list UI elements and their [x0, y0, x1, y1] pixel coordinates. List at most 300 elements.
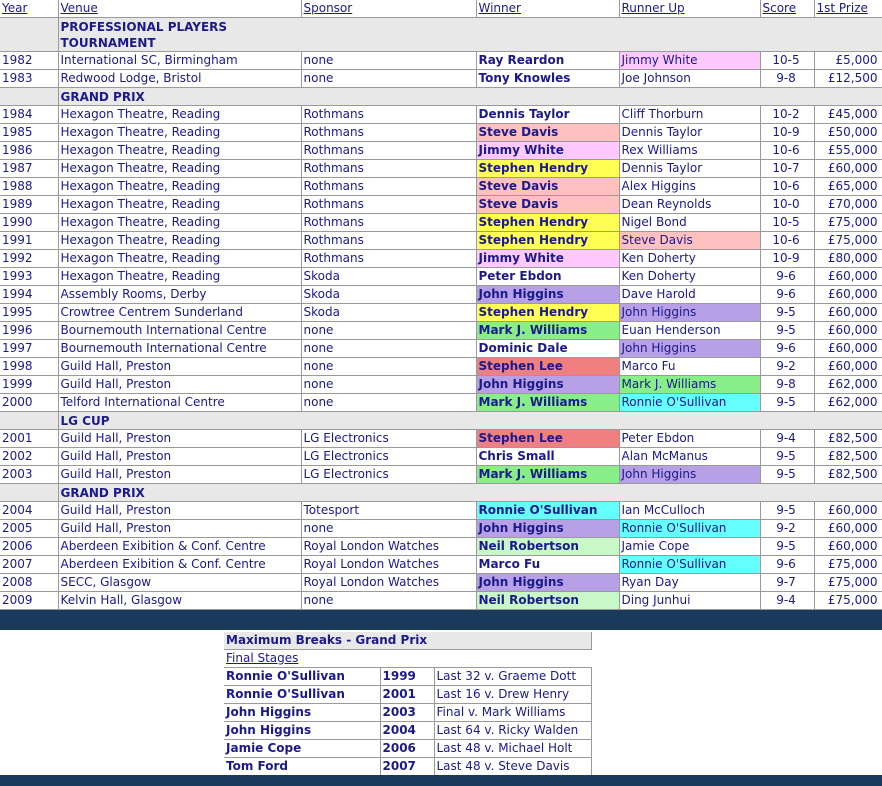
winner-cell[interactable]	[476, 142, 619, 160]
sponsor-cell: Rothmans	[301, 142, 476, 160]
breaks-subtitle-row	[224, 650, 591, 668]
runner-up-cell[interactable]	[619, 160, 760, 178]
break-year: 2001	[380, 686, 434, 704]
year-cell: 2009	[0, 592, 58, 610]
table-row	[0, 70, 882, 88]
runner-up-cell[interactable]	[619, 304, 760, 322]
footer-band-bottom	[0, 775, 882, 786]
winner-name[interactable]: Jimmy White	[477, 250, 619, 267]
prize-cell: £60,000	[814, 286, 882, 304]
prize-cell: £65,000	[814, 178, 882, 196]
winner-name[interactable]: Ray Reardon	[478, 53, 565, 67]
sponsor-cell: none	[301, 70, 476, 88]
break-year: 2007	[380, 758, 434, 776]
winner-cell[interactable]	[476, 340, 619, 358]
table-row	[0, 502, 882, 520]
year-cell: 2001	[0, 430, 58, 448]
winner-name[interactable]: Stephen Hendry	[477, 214, 619, 231]
break-player[interactable]: Jamie Cope	[224, 740, 380, 758]
table-row	[0, 106, 882, 124]
prize-cell: £60,000	[814, 160, 882, 178]
prize-cell: £60,000	[814, 322, 882, 340]
score-cell: 9-6	[760, 340, 814, 358]
year-cell: 1982	[0, 52, 58, 70]
runner-up-cell[interactable]	[619, 232, 760, 250]
runner-up-cell[interactable]	[619, 286, 760, 304]
runner-up-cell[interactable]	[619, 70, 760, 88]
winner-name[interactable]: John Higgins	[477, 286, 619, 303]
runner-up-name[interactable]: Jamie Cope	[621, 539, 690, 553]
year-cell: 1994	[0, 286, 58, 304]
section-title: GRAND PRIX	[58, 484, 882, 502]
winner-cell[interactable]	[476, 232, 619, 250]
score-cell: 10-9	[760, 124, 814, 142]
break-row	[224, 668, 591, 686]
section-year-blank	[0, 484, 58, 502]
prize-cell: £60,000	[814, 538, 882, 556]
score-cell: 9-2	[760, 358, 814, 376]
winner-cell[interactable]	[476, 178, 619, 196]
runner-up-cell[interactable]	[619, 574, 760, 592]
year-cell: 1995	[0, 304, 58, 322]
winner-cell[interactable]	[476, 358, 619, 376]
prize-cell: £80,000	[814, 250, 882, 268]
table-row	[0, 394, 882, 412]
venue-cell: Assembly Rooms, Derby	[58, 286, 301, 304]
runner-up-cell[interactable]	[619, 502, 760, 520]
break-detail: Last 16 v. Drew Henry	[434, 686, 591, 704]
score-header[interactable]: Score	[760, 0, 814, 18]
runner-up-name[interactable]: Ronnie O'Sullivan	[620, 520, 760, 537]
runner-up-cell[interactable]	[619, 268, 760, 286]
year-cell: 1984	[0, 106, 58, 124]
runner-up-name[interactable]: Steve Davis	[620, 232, 760, 249]
runner-up-cell[interactable]	[619, 394, 760, 412]
score-cell: 10-7	[760, 160, 814, 178]
section-title: LG CUP	[58, 412, 882, 430]
year-cell: 2003	[0, 466, 58, 484]
winner-cell[interactable]	[476, 52, 619, 70]
runner-up-cell[interactable]	[619, 358, 760, 376]
breaks-body	[224, 632, 591, 776]
winner-cell[interactable]	[476, 70, 619, 88]
runner-up-cell[interactable]	[619, 592, 760, 610]
score-cell: 9-4	[760, 430, 814, 448]
runner-up-name[interactable]: John Higgins	[620, 466, 760, 483]
venue-header[interactable]: Venue	[58, 0, 301, 18]
winner-cell[interactable]	[476, 538, 619, 556]
score-cell: 10-6	[760, 178, 814, 196]
score-cell: 9-6	[760, 268, 814, 286]
table-row	[0, 538, 882, 556]
sponsor-cell: none	[301, 52, 476, 70]
table-row	[0, 124, 882, 142]
year-cell: 2008	[0, 574, 58, 592]
year-cell: 2006	[0, 538, 58, 556]
venue-cell: International SC, Birmingham	[58, 52, 301, 70]
runner-up-cell[interactable]	[619, 448, 760, 466]
section-title: GRAND PRIX	[58, 88, 882, 106]
runner-up-name[interactable]: Rex Williams	[621, 143, 698, 157]
score-cell: 9-5	[760, 448, 814, 466]
runner-up-cell[interactable]	[619, 430, 760, 448]
year-cell: 2000	[0, 394, 58, 412]
break-row	[224, 722, 591, 740]
prize-cell: £75,000	[814, 214, 882, 232]
breaks-title-row	[224, 632, 591, 650]
venue-cell: Hexagon Theatre, Reading	[58, 106, 301, 124]
winner-cell[interactable]	[476, 376, 619, 394]
sponsor-cell: Rothmans	[301, 178, 476, 196]
section-year-blank	[0, 88, 58, 106]
sponsor-cell: Royal London Watches	[301, 574, 476, 592]
winner-cell[interactable]	[476, 160, 619, 178]
runner-up-cell[interactable]	[619, 322, 760, 340]
table-row	[0, 592, 882, 610]
winner-name[interactable]: John Higgins	[477, 520, 619, 537]
runner-up-cell[interactable]	[619, 376, 760, 394]
break-player[interactable]: John Higgins	[224, 704, 380, 722]
winner-cell[interactable]	[476, 268, 619, 286]
winner-name[interactable]: Tony Knowles	[478, 71, 571, 85]
table-row	[0, 268, 882, 286]
break-row	[224, 740, 591, 758]
venue-cell: Guild Hall, Preston	[58, 448, 301, 466]
score-cell: 9-6	[760, 556, 814, 574]
runner-up-cell[interactable]	[619, 556, 760, 574]
break-player[interactable]: John Higgins	[224, 722, 380, 740]
sponsor-cell: Rothmans	[301, 124, 476, 142]
runner-up-name[interactable]: Nigel Bond	[621, 215, 687, 229]
winner-name[interactable]: Stephen Hendry	[477, 160, 619, 177]
table-row	[0, 160, 882, 178]
winner-cell[interactable]	[476, 466, 619, 484]
runner-up-name[interactable]: Alex Higgins	[621, 179, 696, 193]
runner-up-name[interactable]: Ken Doherty	[621, 251, 696, 265]
winner-cell[interactable]	[476, 556, 619, 574]
year-cell: 1986	[0, 142, 58, 160]
score-cell: 9-8	[760, 70, 814, 88]
prize-cell: £82,500	[814, 430, 882, 448]
venue-cell: Aberdeen Exibition & Conf. Centre	[58, 538, 301, 556]
sponsor-cell: Rothmans	[301, 160, 476, 178]
venue-cell: SECC, Glasgow	[58, 574, 301, 592]
sponsor-cell: Royal London Watches	[301, 556, 476, 574]
winner-header[interactable]: Winner	[476, 0, 619, 18]
venue-cell: Guild Hall, Preston	[58, 430, 301, 448]
year-cell: 1989	[0, 196, 58, 214]
runner-up-name[interactable]: Ronnie O'Sullivan	[620, 556, 760, 573]
winner-cell[interactable]	[476, 574, 619, 592]
sponsor-cell: Royal London Watches	[301, 538, 476, 556]
winner-cell[interactable]	[476, 592, 619, 610]
runner-up-cell[interactable]	[619, 106, 760, 124]
table-row	[0, 52, 882, 70]
break-row	[224, 686, 591, 704]
sponsor-cell: Rothmans	[301, 250, 476, 268]
score-cell: 9-8	[760, 376, 814, 394]
section-row	[0, 484, 882, 502]
breaks-subtitle[interactable]: Final Stages	[224, 650, 591, 668]
sponsor-cell: LG Electronics	[301, 466, 476, 484]
break-player[interactable]: Ronnie O'Sullivan	[224, 668, 380, 686]
winner-cell[interactable]	[476, 214, 619, 232]
year-header[interactable]: Year	[0, 0, 58, 18]
runner-up-name[interactable]: Euan Henderson	[621, 323, 721, 337]
table-row	[0, 556, 882, 574]
sponsor-cell: Rothmans	[301, 196, 476, 214]
prize-header[interactable]: 1st Prize	[814, 0, 882, 18]
winner-cell[interactable]	[476, 322, 619, 340]
table-row	[0, 376, 882, 394]
sponsor-cell: Rothmans	[301, 106, 476, 124]
winner-cell[interactable]	[476, 106, 619, 124]
winner-cell[interactable]	[476, 286, 619, 304]
sponsor-cell: none	[301, 520, 476, 538]
winner-name[interactable]: Stephen Hendry	[477, 304, 619, 321]
venue-cell: Guild Hall, Preston	[58, 466, 301, 484]
sponsor-cell: none	[301, 340, 476, 358]
venue-cell: Hexagon Theatre, Reading	[58, 160, 301, 178]
year-cell: 1983	[0, 70, 58, 88]
table-row	[0, 574, 882, 592]
year-cell: 2005	[0, 520, 58, 538]
year-cell: 1999	[0, 376, 58, 394]
prize-cell: £55,000	[814, 142, 882, 160]
runner-up-cell[interactable]	[619, 178, 760, 196]
score-cell: 9-5	[760, 322, 814, 340]
winner-name[interactable]: Marco Fu	[478, 557, 541, 571]
year-cell: 1991	[0, 232, 58, 250]
winner-cell[interactable]	[476, 304, 619, 322]
sponsor-cell: Skoda	[301, 286, 476, 304]
section-row	[0, 412, 882, 430]
runner-up-name[interactable]: Joe Johnson	[621, 71, 691, 85]
runner-up-name[interactable]: Ian McCulloch	[621, 503, 705, 517]
table-row	[0, 466, 882, 484]
runner-up-name[interactable]: Ronnie O'Sullivan	[620, 394, 760, 411]
winner-name[interactable]: Ronnie O'Sullivan	[477, 502, 619, 519]
section-year-blank	[0, 412, 58, 430]
score-cell: 10-5	[760, 52, 814, 70]
venue-cell: Hexagon Theatre, Reading	[58, 250, 301, 268]
winner-name[interactable]: Peter Ebdon	[478, 269, 562, 283]
winner-name[interactable]: Dominic Dale	[478, 341, 568, 355]
section-year-blank	[0, 18, 58, 52]
winner-name[interactable]: Steve Davis	[477, 178, 619, 195]
table-row	[0, 340, 882, 358]
table-row	[0, 232, 882, 250]
table-row	[0, 430, 882, 448]
winner-cell[interactable]	[476, 394, 619, 412]
venue-cell: Hexagon Theatre, Reading	[58, 232, 301, 250]
table-row	[0, 448, 882, 466]
prize-cell: £75,000	[814, 232, 882, 250]
runner-up-cell[interactable]	[619, 52, 760, 70]
runner-up-name[interactable]: Dave Harold	[621, 287, 696, 301]
sponsor-cell: Skoda	[301, 304, 476, 322]
sponsor-cell: Rothmans	[301, 232, 476, 250]
score-cell: 10-0	[760, 196, 814, 214]
year-cell: 1998	[0, 358, 58, 376]
prize-cell: £60,000	[814, 520, 882, 538]
section-row	[0, 18, 882, 52]
break-row	[224, 758, 591, 776]
year-cell: 1992	[0, 250, 58, 268]
runner-up-cell[interactable]	[619, 142, 760, 160]
break-row	[224, 704, 591, 722]
sponsor-cell: none	[301, 322, 476, 340]
venue-cell: Telford International Centre	[58, 394, 301, 412]
break-year: 2004	[380, 722, 434, 740]
runner-up-name[interactable]: Marco Fu	[621, 359, 676, 373]
table-row	[0, 358, 882, 376]
runner-up-cell[interactable]	[619, 214, 760, 232]
score-cell: 9-6	[760, 286, 814, 304]
winner-cell[interactable]	[476, 520, 619, 538]
table-row	[0, 250, 882, 268]
table-row	[0, 196, 882, 214]
venue-cell: Guild Hall, Preston	[58, 520, 301, 538]
section-title: PROFESSIONAL PLAYERS TOURNAMENT	[58, 18, 882, 52]
winner-name[interactable]: Chris Small	[478, 449, 555, 463]
score-cell: 10-6	[760, 232, 814, 250]
runner-up-name[interactable]: Ryan Day	[621, 575, 679, 589]
runner-up-name[interactable]: Dennis Taylor	[621, 125, 703, 139]
winner-name[interactable]: Stephen Hendry	[477, 232, 619, 249]
score-cell: 9-7	[760, 574, 814, 592]
break-player[interactable]: Ronnie O'Sullivan	[224, 686, 380, 704]
winner-cell[interactable]	[476, 124, 619, 142]
runner-up-name[interactable]: John Higgins	[620, 304, 760, 321]
winner-name[interactable]: Dennis Taylor	[478, 107, 570, 121]
venue-cell: Hexagon Theatre, Reading	[58, 268, 301, 286]
year-cell: 2004	[0, 502, 58, 520]
winner-name[interactable]: Neil Robertson	[477, 538, 619, 555]
score-cell: 9-5	[760, 502, 814, 520]
header-row	[0, 0, 882, 18]
break-year: 2003	[380, 704, 434, 722]
venue-cell: Guild Hall, Preston	[58, 376, 301, 394]
prize-cell: £60,000	[814, 268, 882, 286]
year-cell: 1985	[0, 124, 58, 142]
runner-up-name[interactable]: Cliff Thorburn	[621, 107, 704, 121]
winner-name[interactable]: Mark J. Williams	[477, 466, 619, 483]
runner-up-name[interactable]: Dennis Taylor	[621, 161, 703, 175]
break-player[interactable]: Tom Ford	[224, 758, 380, 776]
winner-cell[interactable]	[476, 430, 619, 448]
runner-up-header[interactable]: Runner Up	[619, 0, 760, 18]
break-year: 2006	[380, 740, 434, 758]
runner-up-name[interactable]: Ding Junhui	[621, 593, 691, 607]
venue-cell: Guild Hall, Preston	[58, 358, 301, 376]
winner-name[interactable]: Steve Davis	[477, 124, 619, 141]
prize-cell: £60,000	[814, 304, 882, 322]
prize-cell: £62,000	[814, 394, 882, 412]
winner-name[interactable]: Steve Davis	[477, 196, 619, 213]
venue-cell: Guild Hall, Preston	[58, 502, 301, 520]
winner-name[interactable]: Neil Robertson	[477, 592, 619, 609]
maximum-breaks-table	[224, 632, 592, 776]
runner-up-name[interactable]: John Higgins	[620, 340, 760, 357]
score-cell: 10-6	[760, 142, 814, 160]
runner-up-cell[interactable]	[619, 538, 760, 556]
prize-cell: £5,000	[814, 52, 882, 70]
runner-up-name[interactable]: Jimmy White	[620, 52, 760, 69]
year-cell: 2002	[0, 448, 58, 466]
section-row	[0, 88, 882, 106]
sponsor-cell: none	[301, 592, 476, 610]
break-detail: Final v. Mark Williams	[434, 704, 591, 722]
sponsor-cell: none	[301, 394, 476, 412]
runner-up-cell[interactable]	[619, 340, 760, 358]
venue-cell: Hexagon Theatre, Reading	[58, 142, 301, 160]
runner-up-name[interactable]: Mark J. Williams	[620, 376, 760, 393]
runner-up-name[interactable]: Ken Doherty	[621, 269, 696, 283]
winner-cell[interactable]	[476, 448, 619, 466]
venue-cell: Hexagon Theatre, Reading	[58, 196, 301, 214]
prize-cell: £75,000	[814, 556, 882, 574]
score-cell: 9-5	[760, 394, 814, 412]
break-detail: Last 48 v. Steve Davis	[434, 758, 591, 776]
runner-up-name[interactable]: Dean Reynolds	[621, 197, 712, 211]
winner-name[interactable]: Jimmy White	[477, 142, 619, 159]
venue-cell: Redwood Lodge, Bristol	[58, 70, 301, 88]
sponsor-cell: Rothmans	[301, 214, 476, 232]
prize-cell: £82,500	[814, 448, 882, 466]
sponsor-cell: LG Electronics	[301, 448, 476, 466]
prize-cell: £70,000	[814, 196, 882, 214]
prize-cell: £62,000	[814, 376, 882, 394]
winner-name[interactable]: Mark J. Williams	[477, 394, 619, 411]
score-cell: 9-5	[760, 538, 814, 556]
runner-up-cell[interactable]	[619, 466, 760, 484]
score-cell: 10-5	[760, 214, 814, 232]
winner-cell[interactable]	[476, 502, 619, 520]
break-detail: Last 32 v. Graeme Dott	[434, 668, 591, 686]
runner-up-cell[interactable]	[619, 196, 760, 214]
runner-up-cell[interactable]	[619, 520, 760, 538]
year-cell: 1997	[0, 340, 58, 358]
prize-cell: £75,000	[814, 574, 882, 592]
winner-name[interactable]: Mark J. Williams	[477, 322, 619, 339]
sponsor-cell: Skoda	[301, 268, 476, 286]
venue-cell: Hexagon Theatre, Reading	[58, 124, 301, 142]
winner-cell[interactable]	[476, 196, 619, 214]
break-detail: Last 48 v. Michael Holt	[434, 740, 591, 758]
winner-cell[interactable]	[476, 250, 619, 268]
runner-up-cell[interactable]	[619, 124, 760, 142]
score-cell: 9-4	[760, 592, 814, 610]
winner-name[interactable]: John Higgins	[477, 574, 619, 591]
prize-cell: £45,000	[814, 106, 882, 124]
runner-up-name[interactable]: Peter Ebdon	[621, 431, 695, 445]
runner-up-name[interactable]: Alan McManus	[621, 449, 708, 463]
footer-band-top	[0, 610, 882, 630]
prize-cell: £50,000	[814, 124, 882, 142]
sponsor-cell: LG Electronics	[301, 430, 476, 448]
venue-cell: Crowtree Centrem Sunderland	[58, 304, 301, 322]
score-cell: 10-9	[760, 250, 814, 268]
year-cell: 1993	[0, 268, 58, 286]
winner-name[interactable]: John Higgins	[477, 376, 619, 393]
runner-up-cell[interactable]	[619, 250, 760, 268]
winner-name[interactable]: Stephen Lee	[477, 358, 619, 375]
prize-cell: £82,500	[814, 466, 882, 484]
winner-name[interactable]: Stephen Lee	[477, 430, 619, 447]
sponsor-header[interactable]: Sponsor	[301, 0, 476, 18]
score-cell: 9-5	[760, 304, 814, 322]
